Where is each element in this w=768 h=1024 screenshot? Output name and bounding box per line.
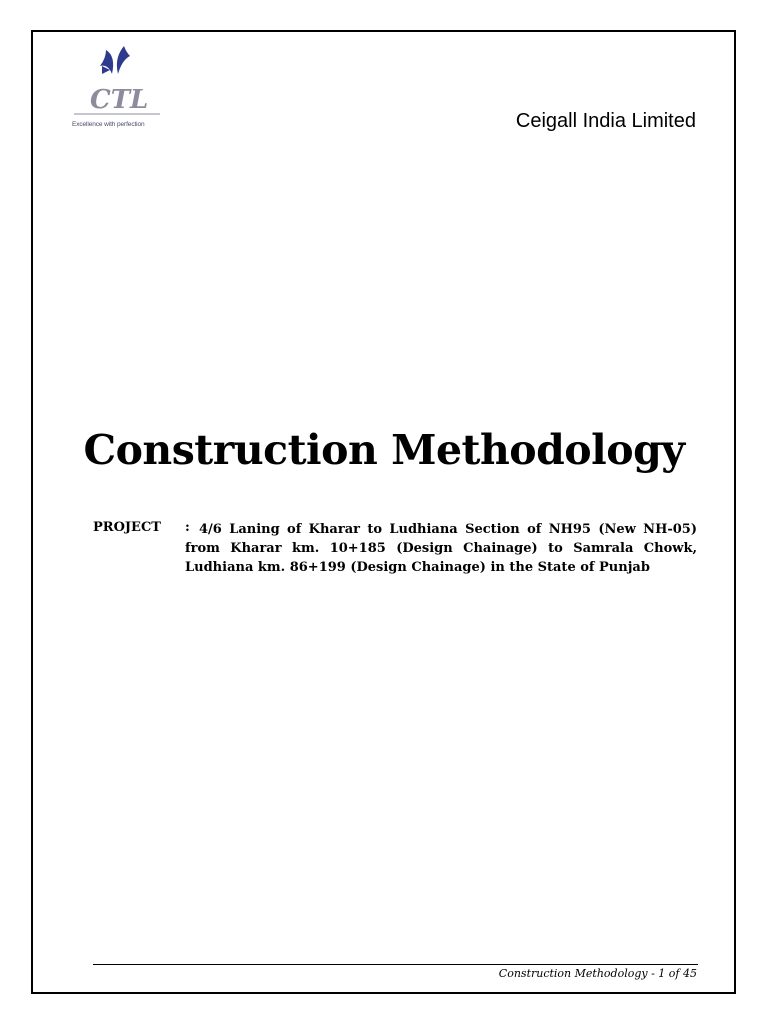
logo-tagline: Excellence with perfection bbox=[72, 121, 145, 128]
project-description: 4/6 Laning of Kharar to Ludhiana Section of NH95 (New NH-05) from Kharar km. 10+185 (Design Chainage) to Samrala Chowk, Ludhiana km. 86+199 (Design Chainage) in the State of Punjab bbox=[185, 522, 697, 575]
footer-page-info: Construction Methodology - 1 of 45 bbox=[498, 967, 697, 980]
project-colon: : bbox=[185, 520, 190, 535]
document-title: Construction Methodology bbox=[83, 426, 685, 474]
footer-divider bbox=[93, 964, 698, 965]
company-name: Ceigall India Limited bbox=[515, 110, 696, 132]
logo-letters: CTL bbox=[90, 85, 149, 115]
project-label: PROJECT bbox=[93, 520, 161, 535]
company-logo bbox=[72, 44, 162, 132]
ctl-logo-icon bbox=[72, 44, 162, 120]
page-border bbox=[31, 30, 736, 994]
